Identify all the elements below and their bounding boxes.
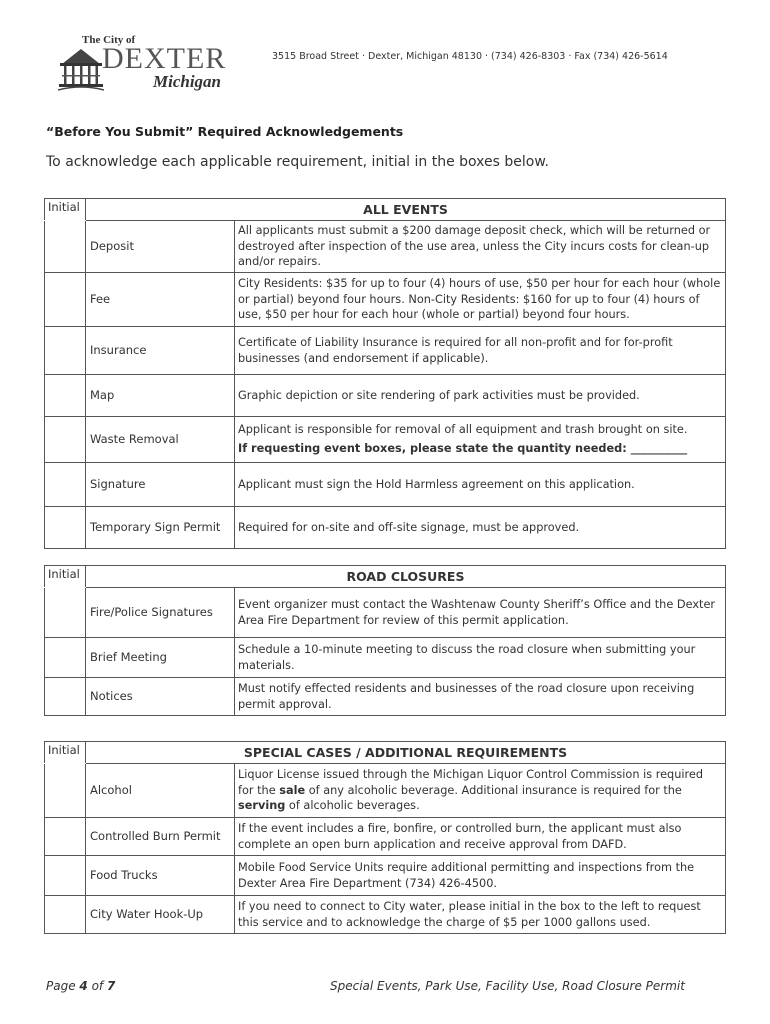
- description-text: Mobile Food Service Units require additional permitting and inspections from the Dexter Area Fire Department (734) 426-4500.: [238, 860, 695, 890]
- requirement-description: [235, 507, 726, 549]
- table-row: [45, 463, 726, 507]
- page-heading: “Before You Submit” Required Acknowledgements: [46, 124, 404, 139]
- initial-box[interactable]: [45, 764, 86, 818]
- requirement-description: [235, 273, 726, 327]
- description-text: Must notify effected residents and businesses of the road closure upon receiving permit approval.: [238, 681, 695, 711]
- initial-box[interactable]: [45, 221, 86, 273]
- requirement-label: Brief Meeting: [86, 638, 235, 678]
- initial-box[interactable]: [45, 818, 86, 856]
- initial-box[interactable]: [45, 507, 86, 549]
- requirement-description: [235, 221, 726, 273]
- initial-box[interactable]: [45, 375, 86, 417]
- table-row: [45, 273, 726, 327]
- requirement-label: Signature: [86, 463, 235, 507]
- logo-line-3: Michigan: [153, 72, 222, 91]
- table-row: [45, 417, 726, 463]
- header-address: 3515 Broad Street · Dexter, Michigan 48130 · (734) 426-8303 · Fax (734) 426-5614: [272, 51, 668, 62]
- requirement-description: [235, 327, 726, 375]
- requirement-label: Temporary Sign Permit: [86, 507, 235, 549]
- gazebo-icon: [58, 46, 104, 92]
- initial-box[interactable]: [45, 856, 86, 896]
- requirement-description: [235, 417, 726, 463]
- description-text: If the event includes a fire, bonfire, or controlled burn, the applicant must also complete an open burn application and receive approval from DAFD.: [238, 821, 682, 851]
- description-text: Schedule a 10-minute meeting to discuss the road closure when submitting your materials.: [238, 642, 696, 672]
- requirement-description: [235, 764, 726, 818]
- all-events-table: [44, 198, 726, 549]
- description-text: of any alcoholic beverage. Additional insurance is required for the: [305, 783, 682, 797]
- requirement-description: [235, 638, 726, 678]
- description-text: If you need to connect to City water, please initial in the box to the left to request this service and to acknowledge the charge of $5 per 1000 gallons used.: [238, 899, 701, 929]
- city-logo: [58, 34, 236, 96]
- instructions-text: To acknowledge each applicable requirement, initial in the boxes below.: [46, 154, 549, 170]
- table-row: [45, 221, 726, 273]
- table-row: [45, 764, 726, 818]
- initial-box[interactable]: [45, 417, 86, 463]
- footer-title: Special Events, Park Use, Facility Use, Road Closure Permit: [330, 979, 685, 993]
- requirement-description: [235, 375, 726, 417]
- table-row: [45, 896, 726, 934]
- table-row: [45, 588, 726, 638]
- requirement-label: Deposit: [86, 221, 235, 273]
- requirement-description: [235, 896, 726, 934]
- requirement-label: Waste Removal: [86, 417, 235, 463]
- requirement-label: Fee: [86, 273, 235, 327]
- description-text: Graphic depiction or site rendering of park activities must be provided.: [238, 388, 640, 402]
- initial-box[interactable]: [45, 327, 86, 375]
- requirement-description: [235, 818, 726, 856]
- initial-box[interactable]: [45, 896, 86, 934]
- table-row: [45, 856, 726, 896]
- page-number: Page 4 of 7: [46, 979, 116, 993]
- initial-header: Initial: [45, 566, 86, 588]
- table-row: [45, 818, 726, 856]
- requirement-label: Fire/Police Signatures: [86, 588, 235, 638]
- description-text: serving: [238, 799, 286, 813]
- description-text: Applicant is responsible for removal of all equipment and trash brought on site.: [238, 423, 688, 437]
- requirement-label: Insurance: [86, 327, 235, 375]
- special-cases-table: [44, 741, 726, 934]
- table-row: [45, 327, 726, 375]
- initial-box[interactable]: [45, 588, 86, 638]
- description-text: If requesting event boxes, please state the quantity needed: __________: [238, 442, 688, 455]
- requirement-description: [235, 588, 726, 638]
- initial-header: Initial: [45, 199, 86, 221]
- description-text: sale: [279, 783, 306, 797]
- description-text: All applicants must submit a $200 damage deposit check, which will be returned or destroyed after inspection of the use area, unless the City incurs costs for clean-up and/or repairs.: [238, 224, 711, 269]
- table-row: [45, 375, 726, 417]
- requirement-description: [235, 856, 726, 896]
- requirement-label: Notices: [86, 678, 235, 716]
- section-title: ROAD CLOSURES: [86, 566, 726, 588]
- description-text: City Residents: $35 for up to four (4) hours of use, $50 per hour for each hour (whole or partial) beyond four hours. Non-City Residents: $160 for up to four (4) hours of use, $50 per hour for each hour (whole or partial) beyond four hours.: [238, 277, 721, 322]
- description-text: Liquor License issued through the Michigan Liquor Control Commission is required for the: [238, 768, 704, 797]
- requirement-label: Controlled Burn Permit: [86, 818, 235, 856]
- logo-line-2: DEXTER: [102, 42, 227, 75]
- section-title: SPECIAL CASES / ADDITIONAL REQUIREMENTS: [86, 742, 726, 764]
- requirement-label: Food Trucks: [86, 856, 235, 896]
- requirement-label: City Water Hook-Up: [86, 896, 235, 934]
- initial-box[interactable]: [45, 273, 86, 327]
- table-row: [45, 678, 726, 716]
- description-text: Event organizer must contact the Washtenaw County Sheriff’s Office and the Dexter Area Fire Department for review of this permit application.: [238, 597, 716, 627]
- table-row: [45, 638, 726, 678]
- section-title: ALL EVENTS: [86, 199, 726, 221]
- description-text: Certificate of Liability Insurance is required for all non-profit and for for-profit businesses (and endorsement if applicable).: [238, 335, 673, 365]
- description-text: Required for on-site and off-site signage, must be approved.: [238, 520, 580, 534]
- requirement-description: [235, 678, 726, 716]
- initial-header: Initial: [45, 742, 86, 764]
- requirement-description: [235, 463, 726, 507]
- road-closures-table: [44, 565, 726, 716]
- requirement-label: Map: [86, 375, 235, 417]
- table-row: [45, 507, 726, 549]
- requirement-label: Alcohol: [86, 764, 235, 818]
- description-text: Applicant must sign the Hold Harmless agreement on this application.: [238, 477, 635, 491]
- description-text: of alcoholic beverages.: [285, 799, 420, 813]
- initial-box[interactable]: [45, 463, 86, 507]
- initial-box[interactable]: [45, 638, 86, 678]
- logo-line-1: The City of: [82, 34, 136, 46]
- initial-box[interactable]: [45, 678, 86, 716]
